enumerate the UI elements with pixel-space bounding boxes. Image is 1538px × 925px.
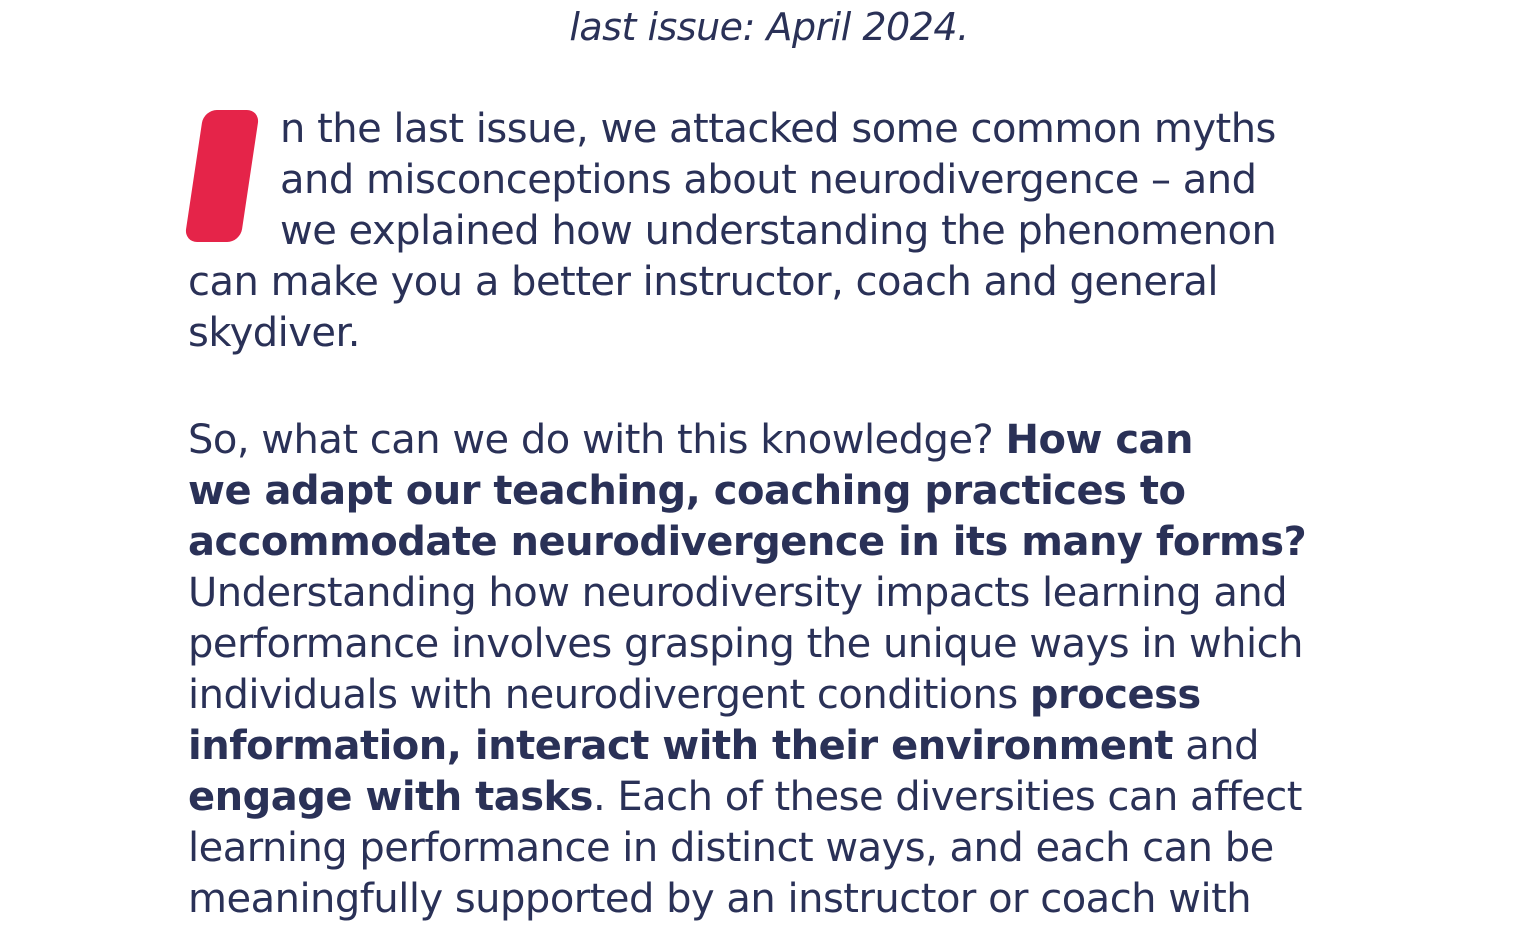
drop-cap-shape xyxy=(184,110,260,242)
text-segment: meaningfully supported by an instructor or coach with xyxy=(188,876,1252,922)
bold-text-segment: process xyxy=(1029,672,1201,718)
text-line xyxy=(188,257,1364,308)
text-line xyxy=(188,670,1364,721)
paragraph-1 xyxy=(188,104,1364,359)
text-line xyxy=(188,619,1364,670)
article-body xyxy=(188,104,1364,925)
text-line xyxy=(188,517,1364,568)
issue-caption: last issue: April 2024. xyxy=(569,5,969,49)
text-segment: Understanding how neurodiversity impacts learning and xyxy=(188,570,1288,616)
text-segment: So, what can we do with this knowledge? xyxy=(188,417,1006,463)
text-line xyxy=(188,772,1364,823)
text-segment: n the last issue, we attacked some common myths xyxy=(280,106,1276,152)
drop-cap-letter-i xyxy=(194,110,250,242)
text-line xyxy=(188,823,1364,874)
bold-text-segment: information, interact with their environment xyxy=(188,723,1174,769)
bold-text-segment: engage with tasks xyxy=(188,774,593,820)
text-line xyxy=(188,308,1364,359)
text-segment: we explained how understanding the phenomenon xyxy=(280,208,1277,254)
bold-text-segment: accommodate neurodivergence in its many forms? xyxy=(188,519,1307,565)
bold-text-segment: we adapt our teaching, coaching practices to xyxy=(188,468,1186,514)
text-segment: and xyxy=(1173,723,1260,769)
bold-text-segment: How can xyxy=(1005,417,1194,463)
text-line xyxy=(188,568,1364,619)
text-segment: performance involves grasping the unique ways in which xyxy=(188,621,1303,667)
text-line xyxy=(188,466,1364,517)
text-line xyxy=(280,155,1364,206)
text-line xyxy=(188,415,1364,466)
text-segment: and misconceptions about neurodivergence – and xyxy=(280,157,1257,203)
text-line xyxy=(188,721,1364,772)
paragraph-2 xyxy=(188,415,1364,925)
text-segment: skydiver. xyxy=(188,310,361,356)
text-segment: . Each of these diversities can affect xyxy=(592,774,1302,820)
text-line xyxy=(188,874,1364,925)
text-segment: can make you a better instructor, coach and general xyxy=(188,259,1219,305)
text-line xyxy=(280,206,1364,257)
text-segment: learning performance in distinct ways, and each can be xyxy=(188,825,1274,871)
text-segment: individuals with neurodivergent conditions xyxy=(188,672,1030,718)
text-line xyxy=(280,104,1364,155)
